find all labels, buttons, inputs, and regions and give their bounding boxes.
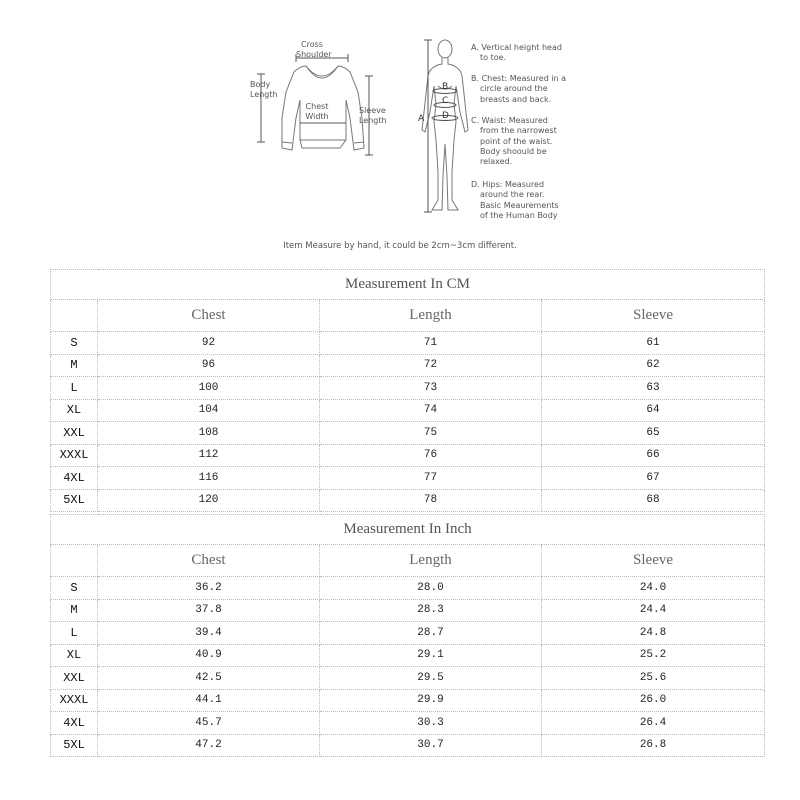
column-header-chest: Chest — [98, 545, 320, 577]
table-row — [51, 667, 765, 690]
table-row — [51, 354, 765, 377]
size-cell: XXXL — [51, 689, 98, 712]
table-title-row — [51, 270, 765, 300]
size-cell: M — [51, 599, 98, 622]
chest-cell: 108 — [98, 422, 320, 445]
sleeve-cell: 26.4 — [542, 712, 765, 735]
chest-width-label: Chest Width — [305, 102, 329, 121]
column-header-length: Length — [320, 545, 542, 577]
column-header-length: Length — [320, 300, 542, 332]
measure-caption: Item Measure by hand, it could be 2cm~3cm different. — [283, 241, 517, 251]
sleeve-cell: 26.8 — [542, 734, 765, 757]
table-title: Measurement In CM — [51, 270, 765, 300]
size-cell: 5XL — [51, 489, 98, 512]
table-row — [51, 577, 765, 600]
length-cell: 72 — [320, 354, 542, 377]
chest-cell: 44.1 — [98, 689, 320, 712]
column-header-sleeve: Sleeve — [542, 545, 765, 577]
table-row — [51, 332, 765, 355]
table-header-row — [51, 545, 765, 577]
body-length-label: Body Length — [250, 80, 278, 99]
column-header-sleeve: Sleeve — [542, 300, 765, 332]
table-row — [51, 422, 765, 445]
sleeve-cell: 64 — [542, 399, 765, 422]
measurement-diagram — [0, 0, 800, 260]
table-title: Measurement In Inch — [51, 515, 765, 545]
letter-c: C — [442, 96, 449, 106]
size-cell: S — [51, 332, 98, 355]
chest-cell: 40.9 — [98, 644, 320, 667]
table-row — [51, 467, 765, 490]
note-a: A. Vertical height head to toe. — [471, 43, 562, 63]
table-row — [51, 644, 765, 667]
letter-b: B — [442, 82, 449, 92]
sleeve-cell: 68 — [542, 489, 765, 512]
chest-cell: 47.2 — [98, 734, 320, 757]
length-cell: 74 — [320, 399, 542, 422]
column-header-size — [51, 545, 98, 577]
length-cell: 28.0 — [320, 577, 542, 600]
sleeve-cell: 24.8 — [542, 622, 765, 645]
length-cell: 28.7 — [320, 622, 542, 645]
size-cell: 5XL — [51, 734, 98, 757]
table-row — [51, 599, 765, 622]
sleeve-cell: 61 — [542, 332, 765, 355]
chest-cell: 116 — [98, 467, 320, 490]
inch-size-table — [50, 514, 765, 757]
length-cell: 30.7 — [320, 734, 542, 757]
size-cell: L — [51, 377, 98, 400]
chest-cell: 37.8 — [98, 599, 320, 622]
chest-cell: 112 — [98, 444, 320, 467]
sleeve-length-label: Sleeve Length — [359, 106, 387, 125]
length-cell: 77 — [320, 467, 542, 490]
size-cell: S — [51, 577, 98, 600]
letter-d: D — [442, 111, 449, 121]
chest-cell: 104 — [98, 399, 320, 422]
size-cell: XL — [51, 399, 98, 422]
table-row — [51, 689, 765, 712]
table-row — [51, 489, 765, 512]
sleeve-cell: 25.2 — [542, 644, 765, 667]
diagram-drawings — [0, 0, 800, 240]
sleeve-cell: 26.0 — [542, 689, 765, 712]
chest-cell: 45.7 — [98, 712, 320, 735]
sleeve-cell: 24.4 — [542, 599, 765, 622]
table-row — [51, 734, 765, 757]
chest-cell: 100 — [98, 377, 320, 400]
chest-cell: 92 — [98, 332, 320, 355]
length-cell: 29.5 — [320, 667, 542, 690]
letter-a: A — [418, 114, 425, 124]
length-cell: 76 — [320, 444, 542, 467]
length-cell: 30.3 — [320, 712, 542, 735]
body-drawing — [422, 40, 468, 210]
column-header-size — [51, 300, 98, 332]
size-cell: 4XL — [51, 712, 98, 735]
size-cell: XXL — [51, 667, 98, 690]
table-row — [51, 399, 765, 422]
size-cell: 4XL — [51, 467, 98, 490]
chest-cell: 96 — [98, 354, 320, 377]
chest-cell: 120 — [98, 489, 320, 512]
length-cell: 78 — [320, 489, 542, 512]
size-cell: M — [51, 354, 98, 377]
chest-cell: 42.5 — [98, 667, 320, 690]
sleeve-cell: 24.0 — [542, 577, 765, 600]
table-row — [51, 622, 765, 645]
note-b: B. Chest: Measured in a circle around the breasts and back. — [471, 74, 567, 104]
size-cell: L — [51, 622, 98, 645]
note-d: D. Hips: Measured around the rear. Basic Meaurements of the Human Body — [471, 180, 559, 220]
note-c: C. Waist: Measured from the narrowest point of the waist. Body shoould be relaxed. — [471, 116, 557, 167]
chest-cell: 36.2 — [98, 577, 320, 600]
table-row — [51, 377, 765, 400]
column-header-chest: Chest — [98, 300, 320, 332]
chest-cell: 39.4 — [98, 622, 320, 645]
cm-size-table — [50, 269, 765, 512]
length-cell: 29.1 — [320, 644, 542, 667]
sleeve-cell: 63 — [542, 377, 765, 400]
size-cell: XL — [51, 644, 98, 667]
sleeve-cell: 65 — [542, 422, 765, 445]
table-row — [51, 712, 765, 735]
table-header-row — [51, 300, 765, 332]
size-cell: XXL — [51, 422, 98, 445]
length-cell: 75 — [320, 422, 542, 445]
length-cell: 71 — [320, 332, 542, 355]
length-cell: 29.9 — [320, 689, 542, 712]
cross-shoulder-label: Cross Shoulder — [296, 40, 332, 59]
length-cell: 73 — [320, 377, 542, 400]
sleeve-cell: 25.6 — [542, 667, 765, 690]
length-cell: 28.3 — [320, 599, 542, 622]
table-title-row — [51, 515, 765, 545]
sleeve-cell: 62 — [542, 354, 765, 377]
table-row — [51, 444, 765, 467]
sleeve-cell: 67 — [542, 467, 765, 490]
size-cell: XXXL — [51, 444, 98, 467]
sleeve-cell: 66 — [542, 444, 765, 467]
